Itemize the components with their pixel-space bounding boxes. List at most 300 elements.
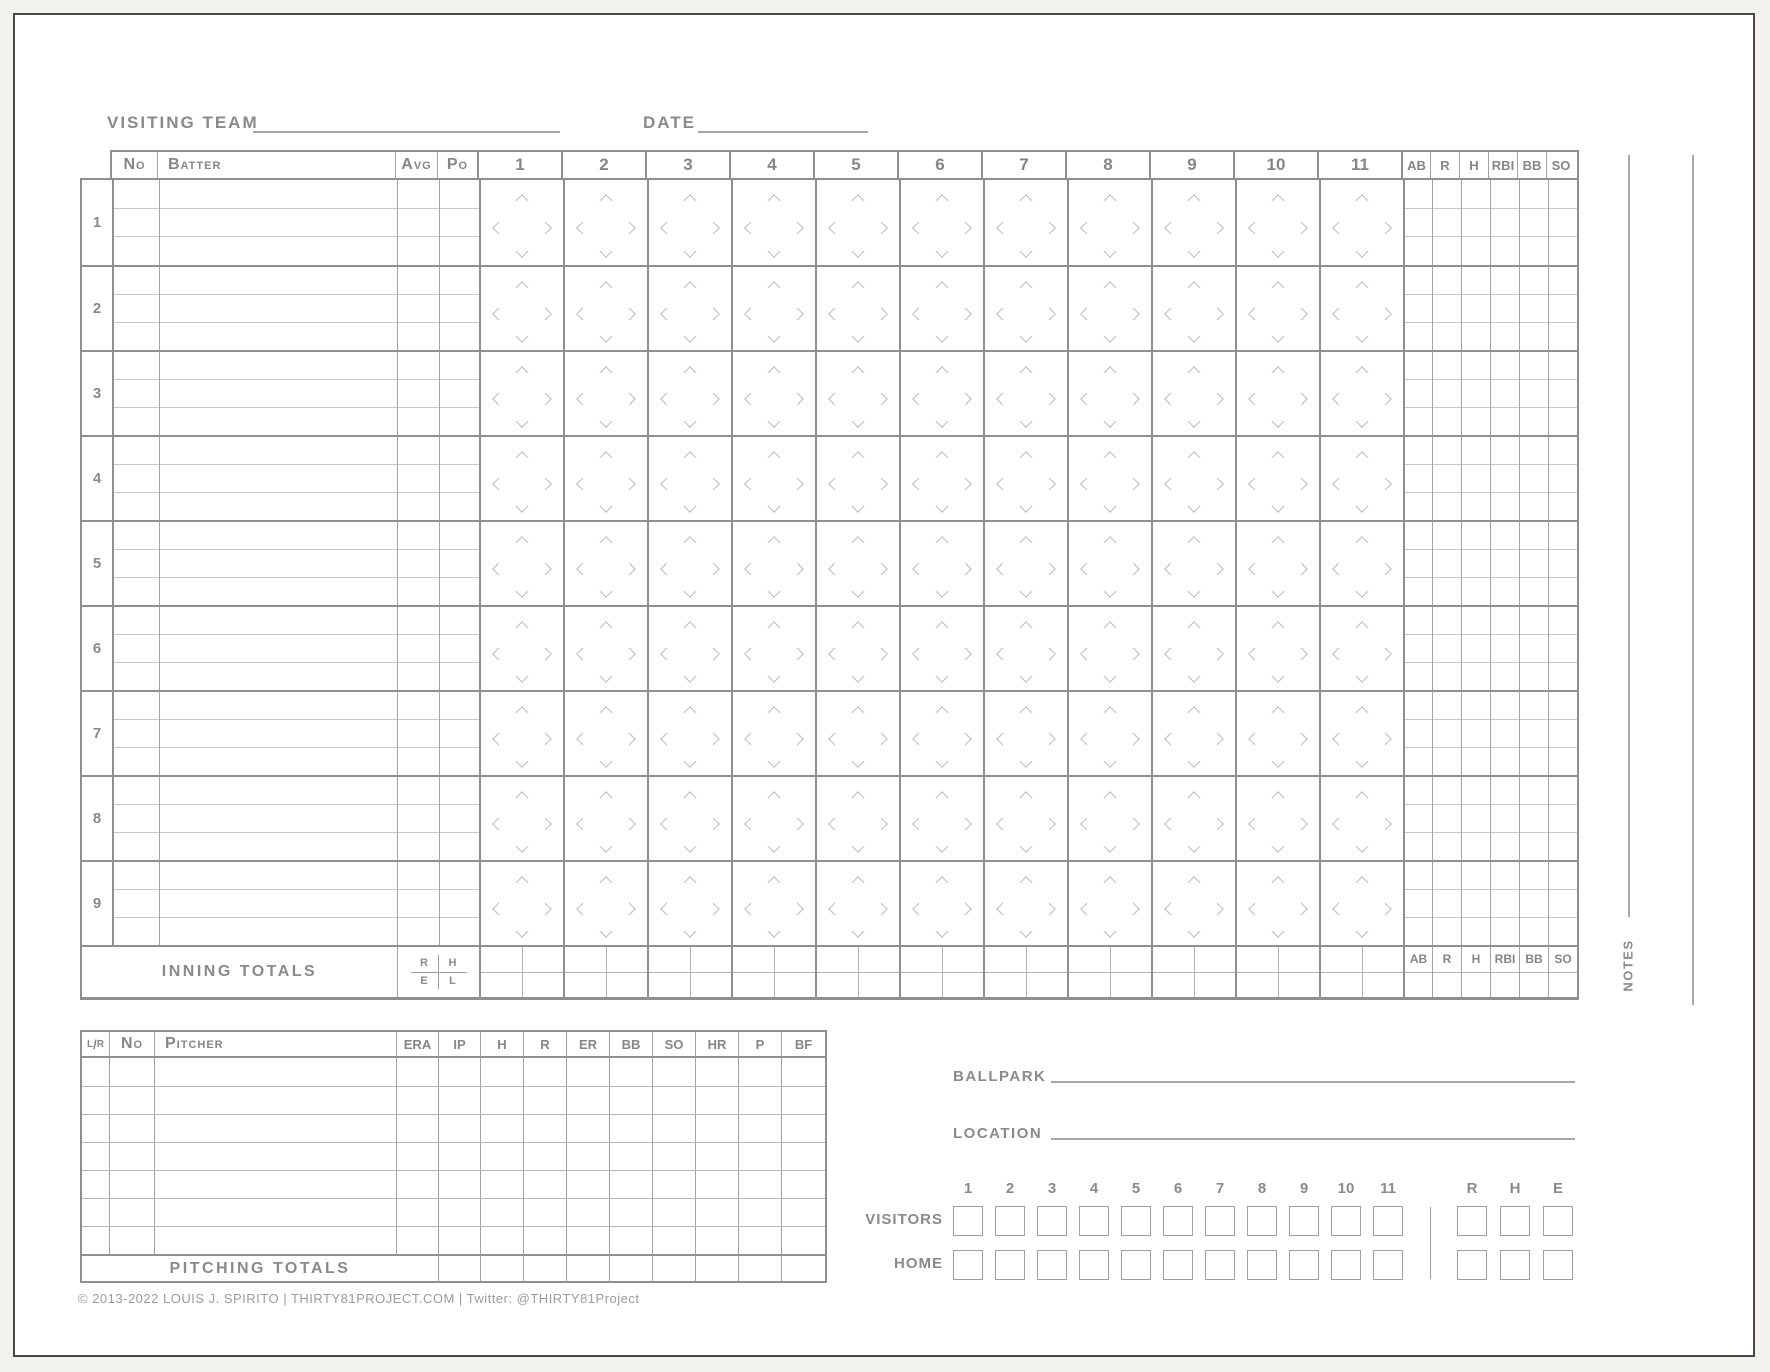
stat-total-entry[interactable]	[1405, 973, 1432, 998]
scoring-diamond-cell-inning-10[interactable]	[1235, 607, 1319, 690]
batter-name-cell-entry[interactable]	[160, 267, 397, 294]
inning-total-entry[interactable]	[733, 947, 774, 972]
scoring-diamond-cell-inning-8[interactable]	[1067, 437, 1151, 520]
batter-name-cell-entry[interactable]	[160, 577, 397, 605]
pitching-cell[interactable]	[480, 1143, 523, 1170]
stat-entry[interactable]	[1433, 832, 1461, 860]
pitching-cell[interactable]	[480, 1227, 523, 1254]
batter-name-cell-entry[interactable]	[160, 747, 397, 775]
position-cell-entry[interactable]	[440, 236, 479, 265]
scoring-diamond-cell-inning-3[interactable]	[647, 437, 731, 520]
scoring-diamond-cell-inning-2[interactable]	[563, 862, 647, 945]
avg-cell-entry[interactable]	[398, 692, 439, 719]
stat-entry[interactable]	[1520, 917, 1548, 945]
pitching-cell[interactable]	[109, 1115, 154, 1142]
pitching-cell[interactable]	[609, 1199, 652, 1226]
stat-entry[interactable]	[1520, 634, 1548, 662]
linescore-box-home-inning-5[interactable]	[1121, 1250, 1151, 1280]
inning-total-entry[interactable]	[1069, 947, 1110, 972]
player-number-cell-entry[interactable]	[114, 832, 159, 860]
stat-entry[interactable]	[1520, 549, 1548, 577]
stat-entry[interactable]	[1549, 662, 1577, 690]
pitching-total-cell[interactable]	[609, 1256, 652, 1281]
stat-entry[interactable]	[1520, 804, 1548, 832]
scoring-diamond-cell-inning-6[interactable]	[899, 522, 983, 605]
stat-entry[interactable]	[1433, 719, 1461, 747]
pitching-cell[interactable]	[566, 1087, 609, 1114]
stat-entry[interactable]	[1433, 407, 1461, 435]
player-number-cell-entry[interactable]	[114, 236, 159, 265]
stat-entry[interactable]	[1491, 267, 1519, 294]
stat-entry[interactable]	[1462, 917, 1490, 945]
player-number-cell-entry[interactable]	[114, 719, 159, 747]
position-cell-entry[interactable]	[440, 352, 479, 379]
pitching-cell[interactable]	[781, 1115, 825, 1142]
pitching-cell[interactable]	[781, 1058, 825, 1086]
pitching-total-cell[interactable]	[738, 1256, 781, 1281]
stat-total-entry[interactable]	[1433, 973, 1461, 998]
stat-entry[interactable]	[1433, 889, 1461, 917]
pitching-cell[interactable]	[109, 1227, 154, 1254]
pitching-cell[interactable]	[109, 1087, 154, 1114]
location-input-line[interactable]	[1051, 1138, 1575, 1140]
batter-name-cell-entry[interactable]	[160, 692, 397, 719]
scoring-diamond-cell-inning-3[interactable]	[647, 607, 731, 690]
pitching-cell[interactable]	[154, 1115, 396, 1142]
player-number-cell-entry[interactable]	[114, 607, 159, 634]
avg-cell-entry[interactable]	[398, 634, 439, 662]
notes-rule-line[interactable]	[1692, 155, 1694, 1005]
position-cell-entry[interactable]	[440, 549, 479, 577]
pitching-cell[interactable]	[480, 1087, 523, 1114]
player-number-cell-entry[interactable]	[114, 692, 159, 719]
pitching-cell[interactable]	[438, 1087, 480, 1114]
stat-entry[interactable]	[1433, 777, 1461, 804]
stat-entry[interactable]	[1549, 577, 1577, 605]
pitching-cell[interactable]	[695, 1143, 738, 1170]
stat-entry[interactable]	[1491, 464, 1519, 492]
stat-entry[interactable]	[1491, 180, 1519, 208]
stat-entry[interactable]	[1520, 464, 1548, 492]
batter-name-cell-entry[interactable]	[160, 862, 397, 889]
pitching-cell[interactable]	[154, 1058, 396, 1086]
inning-total-entry[interactable]	[565, 947, 606, 972]
scoring-diamond-cell-inning-5[interactable]	[815, 777, 899, 860]
inning-total-entry[interactable]	[985, 947, 1026, 972]
pitching-cell[interactable]	[695, 1058, 738, 1086]
player-number-cell-entry[interactable]	[114, 662, 159, 690]
stat-entry[interactable]	[1433, 549, 1461, 577]
stat-entry[interactable]	[1462, 492, 1490, 520]
inning-total-entry[interactable]	[1153, 972, 1194, 997]
pitching-cell[interactable]	[396, 1143, 438, 1170]
inning-total-entry[interactable]	[1069, 972, 1110, 997]
scoring-diamond-cell-inning-9[interactable]	[1151, 862, 1235, 945]
inning-total-entry[interactable]	[690, 972, 731, 997]
scoring-diamond-cell-inning-9[interactable]	[1151, 607, 1235, 690]
stat-entry[interactable]	[1549, 777, 1577, 804]
pitching-cell[interactable]	[438, 1227, 480, 1254]
stat-entry[interactable]	[1549, 747, 1577, 775]
player-number-cell-entry[interactable]	[114, 267, 159, 294]
scoring-diamond-cell-inning-7[interactable]	[983, 862, 1067, 945]
pitching-cell[interactable]	[154, 1087, 396, 1114]
pitching-total-cell[interactable]	[652, 1256, 695, 1281]
scoring-diamond-cell-inning-9[interactable]	[1151, 692, 1235, 775]
pitching-cell[interactable]	[82, 1087, 109, 1114]
batter-name-cell-entry[interactable]	[160, 322, 397, 350]
stat-entry[interactable]	[1520, 832, 1548, 860]
stat-entry[interactable]	[1405, 464, 1432, 492]
position-cell-entry[interactable]	[440, 492, 479, 520]
stat-entry[interactable]	[1405, 662, 1432, 690]
stat-entry[interactable]	[1549, 180, 1577, 208]
scoring-diamond-cell-inning-8[interactable]	[1067, 777, 1151, 860]
linescore-box-home-inning-11[interactable]	[1373, 1250, 1403, 1280]
scoring-diamond-cell-inning-5[interactable]	[815, 607, 899, 690]
player-number-cell-entry[interactable]	[114, 180, 159, 208]
player-number-cell-entry[interactable]	[114, 294, 159, 322]
stat-entry[interactable]	[1405, 832, 1432, 860]
inning-total-entry[interactable]	[522, 972, 563, 997]
inning-total-entry[interactable]	[1110, 947, 1151, 972]
scoring-diamond-cell-inning-8[interactable]	[1067, 862, 1151, 945]
stat-total-entry[interactable]	[1491, 973, 1519, 998]
scoring-diamond-cell-inning-10[interactable]	[1235, 437, 1319, 520]
scoring-diamond-cell-inning-10[interactable]	[1235, 352, 1319, 435]
pitching-cell[interactable]	[523, 1171, 566, 1198]
pitching-cell[interactable]	[609, 1171, 652, 1198]
position-cell-entry[interactable]	[440, 662, 479, 690]
avg-cell-entry[interactable]	[398, 777, 439, 804]
batter-name-cell-entry[interactable]	[160, 662, 397, 690]
scoring-diamond-cell-inning-1[interactable]	[479, 522, 563, 605]
linescore-box-home-inning-4[interactable]	[1079, 1250, 1109, 1280]
batter-name-cell-entry[interactable]	[160, 407, 397, 435]
stat-entry[interactable]	[1405, 634, 1432, 662]
avg-cell-entry[interactable]	[398, 294, 439, 322]
scoring-diamond-cell-inning-6[interactable]	[899, 352, 983, 435]
pitching-cell[interactable]	[82, 1143, 109, 1170]
pitching-cell[interactable]	[82, 1227, 109, 1254]
stat-entry[interactable]	[1433, 492, 1461, 520]
linescore-box-visitors-inning-5[interactable]	[1121, 1206, 1151, 1236]
pitching-cell[interactable]	[480, 1115, 523, 1142]
stat-entry[interactable]	[1433, 437, 1461, 464]
scoring-diamond-cell-inning-2[interactable]	[563, 180, 647, 265]
visiting-team-input-line[interactable]	[253, 131, 560, 133]
stat-entry[interactable]	[1462, 208, 1490, 237]
stat-entry[interactable]	[1462, 889, 1490, 917]
stat-entry[interactable]	[1491, 294, 1519, 322]
pitching-cell[interactable]	[523, 1199, 566, 1226]
batter-name-cell-entry[interactable]	[160, 832, 397, 860]
scoring-diamond-cell-inning-4[interactable]	[731, 607, 815, 690]
avg-cell-entry[interactable]	[398, 719, 439, 747]
stat-entry[interactable]	[1549, 267, 1577, 294]
stat-entry[interactable]	[1549, 236, 1577, 265]
pitching-cell[interactable]	[82, 1058, 109, 1086]
stat-entry[interactable]	[1405, 267, 1432, 294]
stat-entry[interactable]	[1405, 236, 1432, 265]
stat-entry[interactable]	[1433, 804, 1461, 832]
avg-cell-entry[interactable]	[398, 662, 439, 690]
stat-entry[interactable]	[1491, 607, 1519, 634]
linescore-box-visitors-inning-1[interactable]	[953, 1206, 983, 1236]
scoring-diamond-cell-inning-2[interactable]	[563, 267, 647, 350]
pitching-cell[interactable]	[154, 1143, 396, 1170]
pitching-cell[interactable]	[523, 1227, 566, 1254]
scoring-diamond-cell-inning-11[interactable]	[1319, 692, 1403, 775]
player-number-cell-entry[interactable]	[114, 917, 159, 945]
scoring-diamond-cell-inning-7[interactable]	[983, 180, 1067, 265]
stat-entry[interactable]	[1549, 549, 1577, 577]
player-number-cell-entry[interactable]	[114, 407, 159, 435]
batter-name-cell-entry[interactable]	[160, 889, 397, 917]
stat-entry[interactable]	[1520, 492, 1548, 520]
scoring-diamond-cell-inning-1[interactable]	[479, 607, 563, 690]
scoring-diamond-cell-inning-9[interactable]	[1151, 180, 1235, 265]
scoring-diamond-cell-inning-5[interactable]	[815, 862, 899, 945]
linescore-box-visitors-inning-2[interactable]	[995, 1206, 1025, 1236]
inning-total-entry[interactable]	[1321, 972, 1362, 997]
inning-total-entry[interactable]	[649, 972, 690, 997]
stat-entry[interactable]	[1520, 662, 1548, 690]
inning-total-entry[interactable]	[942, 972, 983, 997]
stat-entry[interactable]	[1405, 407, 1432, 435]
linescore-box-home-e[interactable]	[1543, 1250, 1573, 1280]
scoring-diamond-cell-inning-10[interactable]	[1235, 267, 1319, 350]
inning-total-entry[interactable]	[1362, 947, 1403, 972]
linescore-box-visitors-e[interactable]	[1543, 1206, 1573, 1236]
position-cell-entry[interactable]	[440, 322, 479, 350]
stat-entry[interactable]	[1520, 777, 1548, 804]
scoring-diamond-cell-inning-11[interactable]	[1319, 862, 1403, 945]
position-cell-entry[interactable]	[440, 379, 479, 407]
pitching-cell[interactable]	[652, 1087, 695, 1114]
stat-entry[interactable]	[1405, 294, 1432, 322]
scoring-diamond-cell-inning-11[interactable]	[1319, 607, 1403, 690]
scoring-diamond-cell-inning-3[interactable]	[647, 522, 731, 605]
pitching-total-cell[interactable]	[480, 1256, 523, 1281]
stat-entry[interactable]	[1491, 549, 1519, 577]
stat-entry[interactable]	[1491, 662, 1519, 690]
inning-total-entry[interactable]	[942, 947, 983, 972]
stat-entry[interactable]	[1405, 777, 1432, 804]
scoring-diamond-cell-inning-7[interactable]	[983, 267, 1067, 350]
scoring-diamond-cell-inning-4[interactable]	[731, 352, 815, 435]
pitching-cell[interactable]	[738, 1087, 781, 1114]
linescore-box-visitors-r[interactable]	[1457, 1206, 1487, 1236]
position-cell-entry[interactable]	[440, 747, 479, 775]
stat-entry[interactable]	[1520, 294, 1548, 322]
position-cell-entry[interactable]	[440, 692, 479, 719]
scoring-diamond-cell-inning-5[interactable]	[815, 437, 899, 520]
stat-entry[interactable]	[1405, 692, 1432, 719]
stat-entry[interactable]	[1462, 437, 1490, 464]
stat-total-entry[interactable]	[1549, 973, 1577, 998]
avg-cell-entry[interactable]	[398, 804, 439, 832]
stat-entry[interactable]	[1433, 267, 1461, 294]
stat-entry[interactable]	[1433, 577, 1461, 605]
stat-entry[interactable]	[1491, 692, 1519, 719]
scoring-diamond-cell-inning-2[interactable]	[563, 607, 647, 690]
inning-total-entry[interactable]	[1194, 972, 1235, 997]
scoring-diamond-cell-inning-5[interactable]	[815, 352, 899, 435]
stat-entry[interactable]	[1405, 379, 1432, 407]
scoring-diamond-cell-inning-4[interactable]	[731, 862, 815, 945]
stat-entry[interactable]	[1462, 777, 1490, 804]
stat-entry[interactable]	[1433, 322, 1461, 350]
scoring-diamond-cell-inning-6[interactable]	[899, 777, 983, 860]
stat-entry[interactable]	[1433, 522, 1461, 549]
stat-entry[interactable]	[1520, 692, 1548, 719]
stat-entry[interactable]	[1491, 577, 1519, 605]
stat-entry[interactable]	[1520, 522, 1548, 549]
stat-entry[interactable]	[1520, 862, 1548, 889]
scoring-diamond-cell-inning-4[interactable]	[731, 437, 815, 520]
pitching-cell[interactable]	[738, 1227, 781, 1254]
pitching-cell[interactable]	[609, 1058, 652, 1086]
batter-name-cell-entry[interactable]	[160, 492, 397, 520]
pitching-cell[interactable]	[523, 1115, 566, 1142]
stat-entry[interactable]	[1462, 352, 1490, 379]
pitching-cell[interactable]	[154, 1171, 396, 1198]
linescore-box-home-r[interactable]	[1457, 1250, 1487, 1280]
avg-cell-entry[interactable]	[398, 180, 439, 208]
player-number-cell-entry[interactable]	[114, 464, 159, 492]
avg-cell-entry[interactable]	[398, 464, 439, 492]
pitching-cell[interactable]	[566, 1227, 609, 1254]
position-cell-entry[interactable]	[440, 407, 479, 435]
avg-cell-entry[interactable]	[398, 437, 439, 464]
scoring-diamond-cell-inning-11[interactable]	[1319, 180, 1403, 265]
stat-entry[interactable]	[1520, 437, 1548, 464]
scoring-diamond-cell-inning-7[interactable]	[983, 522, 1067, 605]
position-cell-entry[interactable]	[440, 464, 479, 492]
batter-name-cell-entry[interactable]	[160, 634, 397, 662]
scoring-diamond-cell-inning-1[interactable]	[479, 862, 563, 945]
stat-entry[interactable]	[1462, 634, 1490, 662]
avg-cell-entry[interactable]	[398, 889, 439, 917]
inning-total-entry[interactable]	[1321, 947, 1362, 972]
scoring-diamond-cell-inning-9[interactable]	[1151, 777, 1235, 860]
scoring-diamond-cell-inning-4[interactable]	[731, 180, 815, 265]
avg-cell-entry[interactable]	[398, 208, 439, 237]
stat-entry[interactable]	[1491, 492, 1519, 520]
scoring-diamond-cell-inning-3[interactable]	[647, 352, 731, 435]
pitching-cell[interactable]	[396, 1227, 438, 1254]
pitching-cell[interactable]	[523, 1058, 566, 1086]
pitching-cell[interactable]	[396, 1171, 438, 1198]
inning-total-entry[interactable]	[1026, 972, 1067, 997]
scoring-diamond-cell-inning-8[interactable]	[1067, 180, 1151, 265]
inning-total-entry[interactable]	[606, 972, 647, 997]
position-cell-entry[interactable]	[440, 180, 479, 208]
inning-total-entry[interactable]	[1362, 972, 1403, 997]
batter-name-cell-entry[interactable]	[160, 804, 397, 832]
stat-entry[interactable]	[1462, 180, 1490, 208]
pitching-total-cell[interactable]	[566, 1256, 609, 1281]
scoring-diamond-cell-inning-4[interactable]	[731, 692, 815, 775]
pitching-cell[interactable]	[154, 1199, 396, 1226]
pitching-cell[interactable]	[82, 1199, 109, 1226]
scoring-diamond-cell-inning-11[interactable]	[1319, 522, 1403, 605]
inning-total-entry[interactable]	[1194, 947, 1235, 972]
scoring-diamond-cell-inning-8[interactable]	[1067, 607, 1151, 690]
inning-total-entry[interactable]	[985, 972, 1026, 997]
stat-entry[interactable]	[1405, 889, 1432, 917]
inning-total-entry[interactable]	[481, 972, 522, 997]
position-cell-entry[interactable]	[440, 294, 479, 322]
stat-entry[interactable]	[1520, 267, 1548, 294]
pitching-cell[interactable]	[695, 1115, 738, 1142]
avg-cell-entry[interactable]	[398, 322, 439, 350]
inning-total-entry[interactable]	[858, 947, 899, 972]
stat-entry[interactable]	[1433, 379, 1461, 407]
scoring-diamond-cell-inning-7[interactable]	[983, 607, 1067, 690]
batter-name-cell-entry[interactable]	[160, 236, 397, 265]
stat-entry[interactable]	[1433, 607, 1461, 634]
player-number-cell-entry[interactable]	[114, 379, 159, 407]
batter-name-cell-entry[interactable]	[160, 917, 397, 945]
pitching-cell[interactable]	[566, 1115, 609, 1142]
stat-entry[interactable]	[1520, 352, 1548, 379]
scoring-diamond-cell-inning-10[interactable]	[1235, 522, 1319, 605]
pitching-cell[interactable]	[738, 1058, 781, 1086]
stat-entry[interactable]	[1405, 917, 1432, 945]
pitching-total-cell[interactable]	[781, 1256, 825, 1281]
inning-total-entry[interactable]	[1237, 972, 1278, 997]
inning-total-entry[interactable]	[1237, 947, 1278, 972]
position-cell-entry[interactable]	[440, 267, 479, 294]
scoring-diamond-cell-inning-8[interactable]	[1067, 352, 1151, 435]
scoring-diamond-cell-inning-9[interactable]	[1151, 437, 1235, 520]
scoring-diamond-cell-inning-10[interactable]	[1235, 692, 1319, 775]
stat-entry[interactable]	[1549, 352, 1577, 379]
position-cell-entry[interactable]	[440, 577, 479, 605]
pitching-cell[interactable]	[438, 1199, 480, 1226]
scoring-diamond-cell-inning-5[interactable]	[815, 692, 899, 775]
inning-total-entry[interactable]	[817, 972, 858, 997]
inning-total-entry[interactable]	[817, 947, 858, 972]
player-number-cell-entry[interactable]	[114, 747, 159, 775]
stat-entry[interactable]	[1549, 607, 1577, 634]
stat-entry[interactable]	[1462, 577, 1490, 605]
scoring-diamond-cell-inning-11[interactable]	[1319, 437, 1403, 520]
stat-entry[interactable]	[1491, 777, 1519, 804]
stat-entry[interactable]	[1520, 889, 1548, 917]
player-number-cell-entry[interactable]	[114, 862, 159, 889]
pitching-cell[interactable]	[566, 1143, 609, 1170]
stat-entry[interactable]	[1520, 322, 1548, 350]
stat-entry[interactable]	[1491, 917, 1519, 945]
pitching-total-cell[interactable]	[523, 1256, 566, 1281]
pitching-cell[interactable]	[396, 1199, 438, 1226]
notes-rule-line[interactable]	[1628, 155, 1630, 917]
position-cell-entry[interactable]	[440, 862, 479, 889]
pitching-cell[interactable]	[566, 1199, 609, 1226]
batter-name-cell-entry[interactable]	[160, 208, 397, 237]
stat-entry[interactable]	[1462, 407, 1490, 435]
scoring-diamond-cell-inning-3[interactable]	[647, 692, 731, 775]
stat-entry[interactable]	[1549, 322, 1577, 350]
stat-entry[interactable]	[1491, 522, 1519, 549]
stat-entry[interactable]	[1405, 352, 1432, 379]
stat-entry[interactable]	[1520, 407, 1548, 435]
pitching-cell[interactable]	[566, 1171, 609, 1198]
stat-entry[interactable]	[1462, 549, 1490, 577]
